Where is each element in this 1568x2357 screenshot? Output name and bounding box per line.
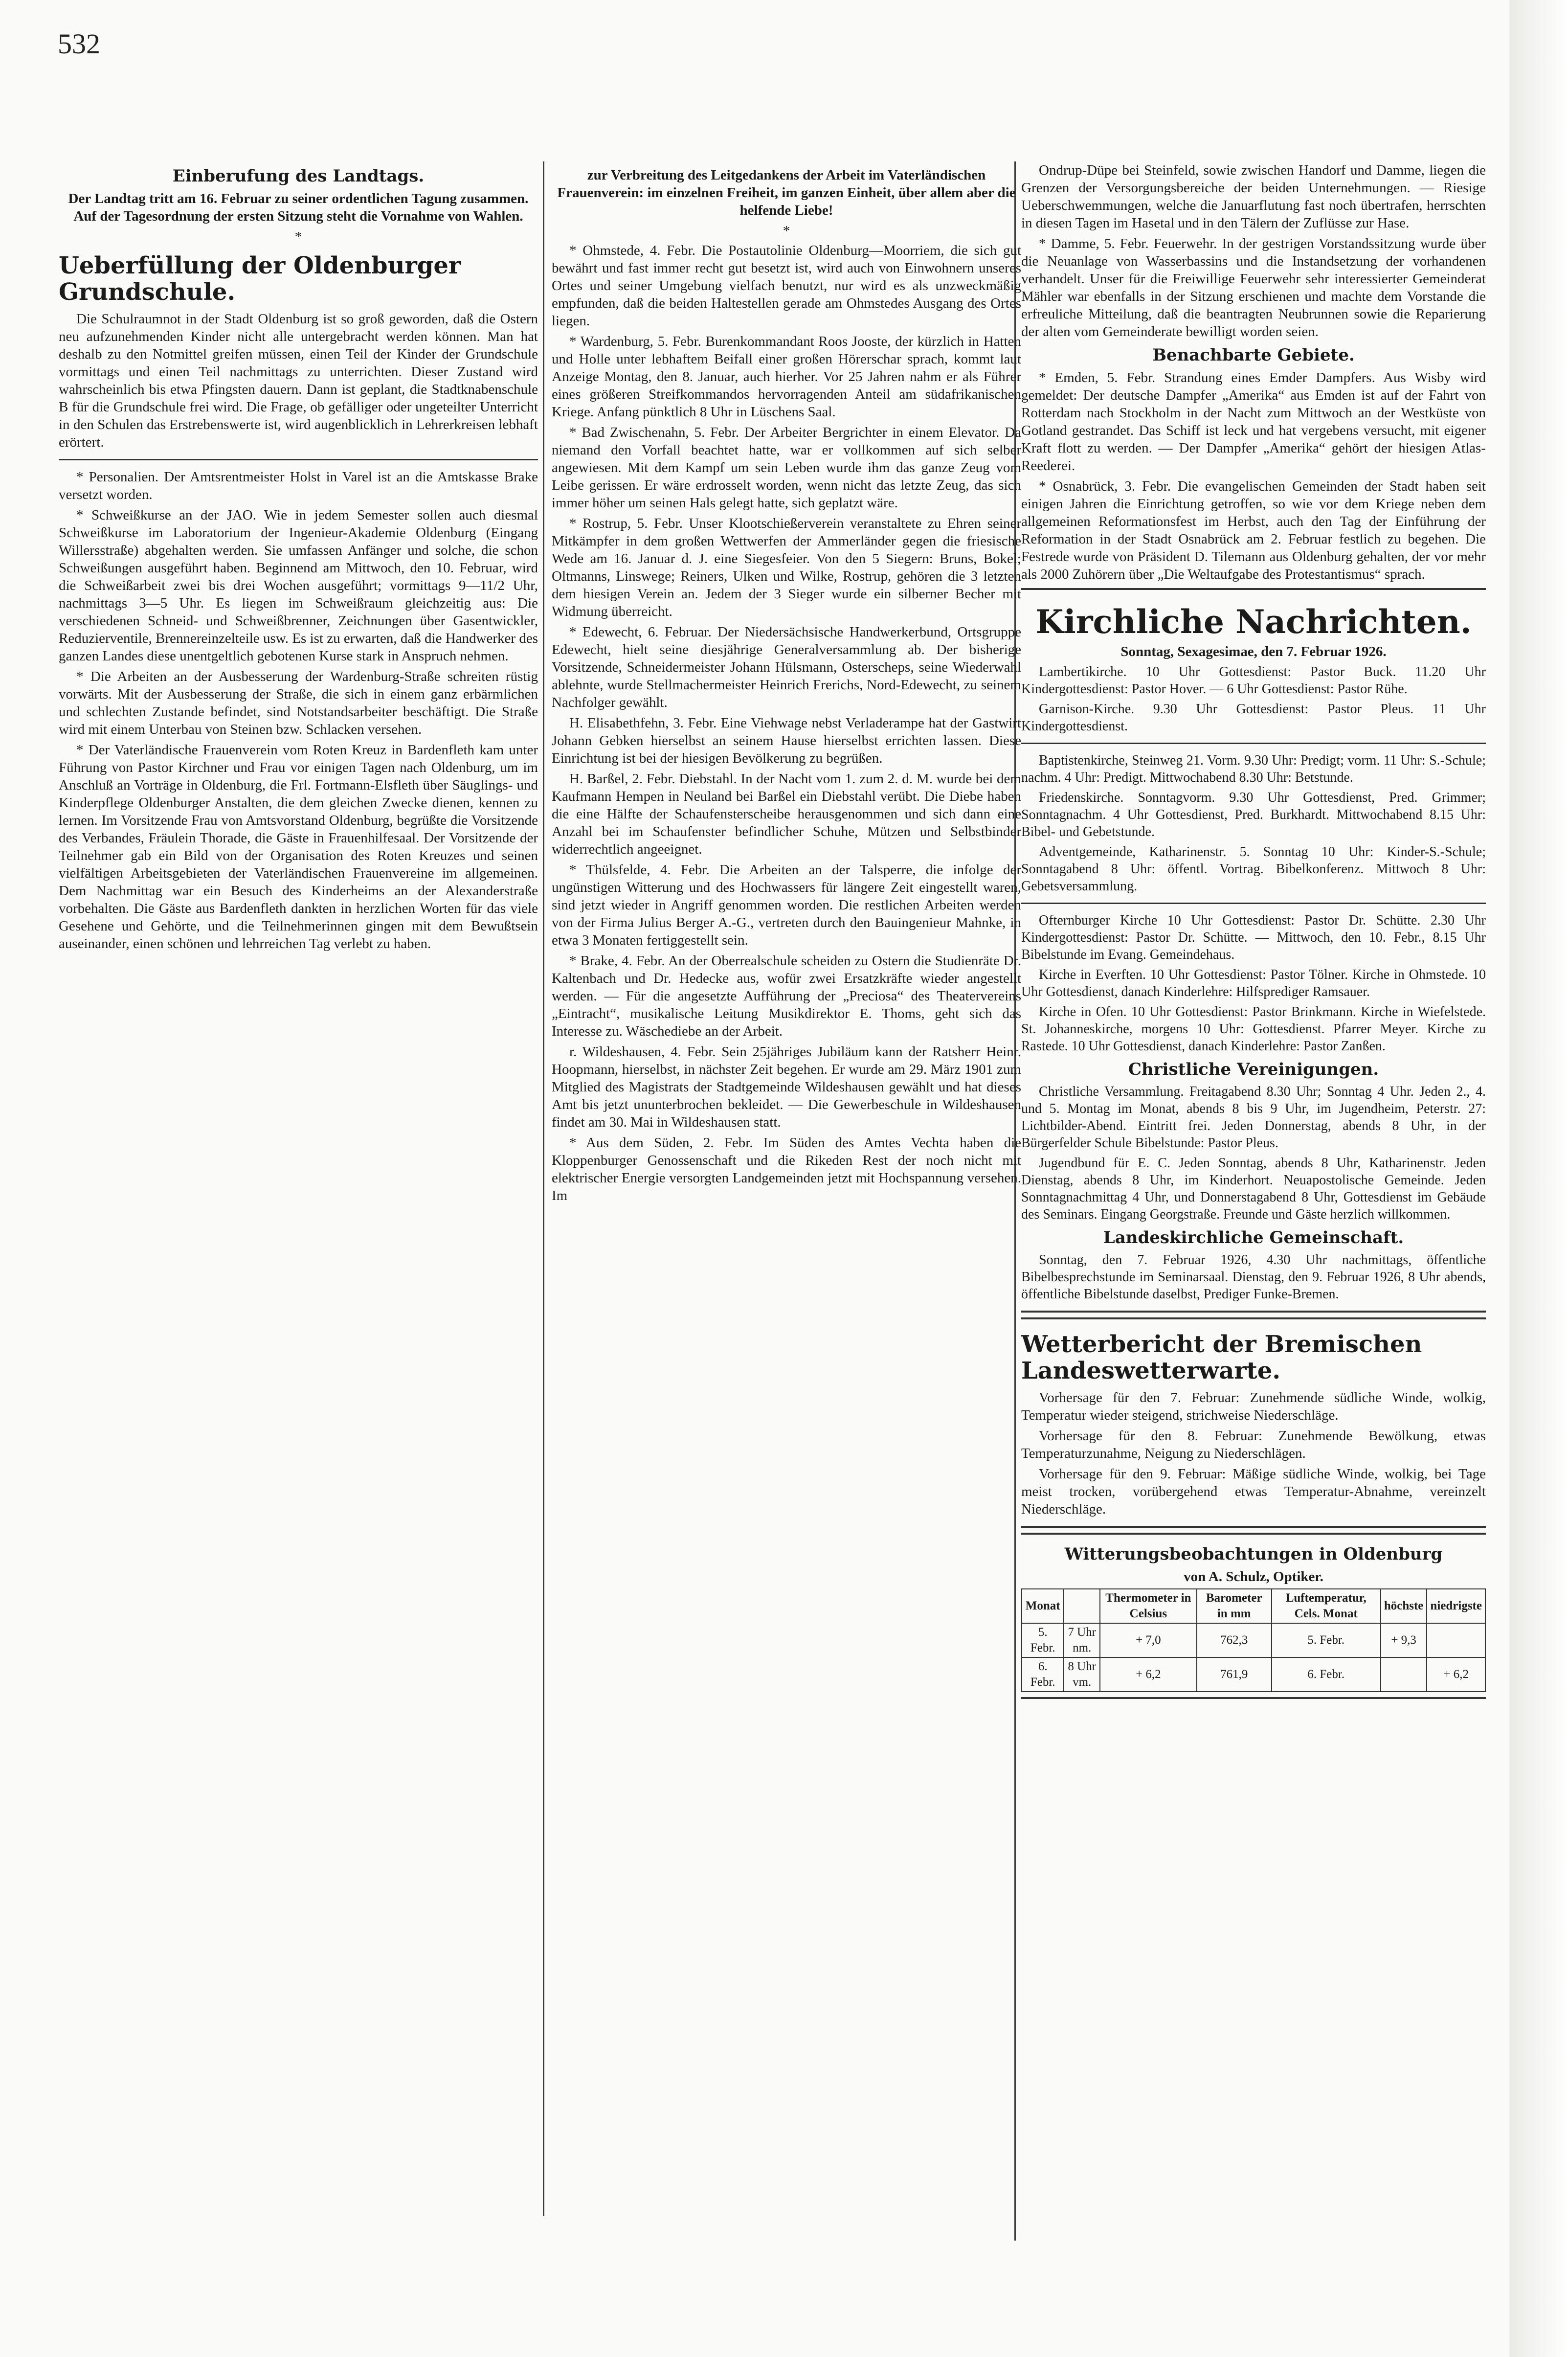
thuelsfelde-text: * Thülsfelde, 4. Febr. Die Arbeiten an der Talsperre, die infolge der ungünstigen Witterung und des Hochwassers für längere Zeit eingestellt waren, sind jetzt wieder in Angriff genommen worden. Die restlichen Arbeiten werden von der Firma Julius Berger A.-G., vertreten durch den Bauingenieur Mahnke, in etwa 3 Monaten fertiggestellt sein. [552, 862, 1021, 948]
wetter-section [1021, 1317, 1486, 1528]
rostrup-text: * Rostrup, 5. Febr. Unser Klootschießerverein veranstaltete zu Ehren seiner Mitkämpfer in dem großen Wettwerfen der Ammerländer gegen die friesische Wede am 16. Januar d. J. eine Siegesfeier. Von den 5 Siegern: Bruns, Bokel; Oltmanns, Linswege; Reiners, Ulken und Wilke, Rostrup, gehören die 3 letzten dem hiesigen Verein an. Jedem der 3 Sieger wurde ein silberner Becher mit Widmung überreicht. [552, 516, 1021, 619]
wardenburg-text: * Wardenburg, 5. Febr. Burenkommandant Roos Jooste, der kürzlich in Hatten und Holle unter lebhaftem Beifall einer großen Hörerschar sprach, kommt laut Anzeige Montag, den 8. Januar, auch hierher. Vor 25 Jahren nahm er als Führer eines größeren Streifkommandos hervorragenden Anteil am südafrikanischen Kriege. Anfang pünktlich 8 Uhr in Lüschens Saal. [552, 334, 1021, 420]
wetter-text: Vorhersage für den 8. Februar: Zunehmende Bewölkung, etwas Temperaturzunahme, Neigung zu Niederschlägen. [1021, 1428, 1486, 1461]
th: Luftemperatur, Cels. Monat [1272, 1589, 1381, 1623]
cell: 6. Febr. [1272, 1657, 1381, 1692]
kirch-entry: Ofternburger Kirche 10 Uhr Gottesdienst: Pastor Dr. Schütte. 2.30 Uhr Kindergottesdienst: Pastor Dr. Schütte. — Mittwoch, den 10. Febr., 8.15 Uhr Bibelstunde im Evang. Gemeindehaus. [1021, 913, 1486, 962]
th [1064, 1589, 1100, 1623]
kirch-entry: Friedenskirche. Sonntagvorm. 9.30 Uhr Gottesdienst, Pred. Grimmer; Sonntagnachm. 4 Uhr Gottesdienst, Pred. Burkhardt. Mittwochabend 8.15 Uhr: Bibel- und Gebetstunde. [1021, 790, 1486, 839]
column-3 [1021, 161, 1486, 2265]
cell: 6. Febr. [1022, 1657, 1064, 1692]
wardenburg-strasse-text: * Die Arbeiten an der Ausbesserung der Wardenburg-Straße schreiten rüstig vorwärts. Mit der Ausbesserung der Straße, die sich in einem ganz erbärmlichen und schlechten Zustande befindet, sind Notstandsarbeiter beschäftigt. Die Straße wird mit einem Unterbau von Steinen bzw. Schlacken versehen. [59, 669, 538, 737]
th: Barometer in mm [1197, 1589, 1272, 1623]
table-row [1022, 1657, 1485, 1692]
cell [1381, 1657, 1427, 1692]
separator [59, 459, 538, 460]
heading-landtag: Einberufung des Landtags. [172, 166, 425, 186]
kirch-section [1021, 588, 1486, 1313]
cell: + 9,3 [1381, 1623, 1427, 1657]
beob-sub: von A. Schulz, Optiker. [1184, 1569, 1323, 1585]
wildeshausen-text: r. Wildeshausen, 4. Febr. Sein 25jähriges Jubiläum kann der Ratsherr Heinr. Hoopmann, hierselbst, in nächster Zeit begehen. Er wurde am 29. März 1901 zum Mitglied des Magistrats der Stadtgemeinde Wildeshausen gewählt und hat dieses Amt bis jetzt ununterbrochen bekleidet. — Die Gewerbeschule in Wildeshausen findet am 30. Mai in Wildeshausen statt. [552, 1044, 1021, 1130]
table-row [1022, 1623, 1485, 1657]
kirch-entry: Adventgemeinde, Katharinenstr. 5. Sonntag 10 Uhr: Kinder-S.-Schule; Sonntagabend 8 Uhr: öffentl. Vortrag. Bibelkonferenz. Mittwoch 8 Uhr: Gebetsversammlung. [1021, 844, 1486, 894]
weather-table [1021, 1588, 1486, 1692]
sueden-text: * Aus dem Süden, 2. Febr. Im Süden des Amtes Vechta haben die Kloppenburger Genossenschaft und die Rikeden Rest der noch nicht mit elektrischer Energie versorgten Landgemeinden jetzt mit Hochspannung versehen. Im [552, 1135, 1021, 1203]
separator [1021, 903, 1486, 904]
landeskirch-text: Sonntag, den 7. Februar 1926, 4.30 Uhr nachmittags, öffentliche Bibelbesprechstunde im Seminarsaal. Dienstag, den 9. Februar 1926, 8 Uhr abends, öffentliche Bibelstunde daselbst, Prediger Funke-Bremen. [1021, 1252, 1486, 1302]
cell: + 7,0 [1100, 1623, 1197, 1657]
cell: 761,9 [1197, 1657, 1272, 1692]
kirch-entry: Garnison-Kirche. 9.30 Uhr Gottesdienst: Pastor Pleus. 11 Uhr Kindergottesdienst. [1021, 702, 1486, 734]
separator [1021, 743, 1486, 744]
jugend-text: Jugendbund für E. C. Jeden Sonntag, abends 8 Uhr, Katharinenstr. Jeden Dienstag, abends 8 Uhr, im Kinderhort. Neuapostolische Gemeinde. Jeden Sonntagnachmittag 4 Uhr, und Donnerstagabend 8 Uhr, Gottesdienst im Gebäude des Seminars. Eingang Georgstraße. Freunde und Gäste herzlich willkommen. [1021, 1156, 1486, 1222]
column-1 [59, 161, 538, 2231]
page-edge-shadow [1509, 0, 1568, 2357]
heading-christ: Christliche Vereinigungen. [1128, 1060, 1379, 1079]
cell [1427, 1623, 1485, 1657]
wetter-text: Vorhersage für den 7. Februar: Zunehmende südliche Winde, wolkig, Temperatur wieder steigend, strichweise Niederschläge. [1021, 1390, 1486, 1423]
brake-text: * Brake, 4. Febr. An der Oberrealschule scheiden zu Ostern die Studienräte Dr. Kaltenbach und Dr. Hedecke aus, wofür zwei Ersatzkräfte wieder angestellt werden. — Für die angesetzte Aufführung der „Preciosa“ des Theatervereins „Eintracht“, musikalische Leitung Musikdirektor E. Thoms, geht sich das Interesse zu. Wäschediebe an der Arbeit. [552, 953, 1021, 1039]
column-rule-1 [543, 161, 544, 2216]
cell: + 6,2 [1100, 1657, 1197, 1692]
heading-wetter: Wetterbericht der Bremischen Landeswetterwarte. [1021, 1331, 1422, 1384]
th: Monat [1022, 1589, 1064, 1623]
osnabrueck-text: * Osnabrück, 3. Febr. Die evangelischen Gemeinden der Stadt haben seit einigen Jahren die Einrichtung getroffen, so wie vor dem Kriege neben dem allgemeinen Reformationsfest im Herbst, auch den Tag der Einführung der Reformation in der Stadt Osnabrück am 2. Februar festlich zu begehen. Die Festrede wurde von Präsident D. Tilemann aus Oldenburg gehalten, der vor mehr als 2000 Zuhörern über „Die Weltaufgabe des Protestantismus“ sprach. [1021, 478, 1486, 582]
cell: + 6,2 [1427, 1657, 1485, 1692]
heading-grundschule: Ueberfüllung der Oldenburger Grundschule. [59, 252, 461, 306]
cell: 5. Febr. [1272, 1623, 1381, 1657]
edewecht-text: * Edewecht, 6. Februar. Der Niedersächsische Handwerkerbund, Ortsgruppe Edewecht, hielt seine diesjährige Generalversammlung ab. Der bisherige Vorsitzende, Schneidermeister Johann Hülsmann, Osterscheps, seine Wiederwahl ablehnte, wurde Stellmachermeister Heinrich Frerichs, Nord-Edewecht, zu seinem Nachfolger gewählt. [552, 624, 1021, 710]
heading-gebiete: Benachbarte Gebiete. [1152, 345, 1355, 365]
th: Thermometer in Celsius [1100, 1589, 1197, 1623]
frauenverein-text: * Der Vaterländische Frauenverein vom Roten Kreuz in Bardenfleth kam unter Führung von Pastor Kirchner und Frau vor einigen Tagen nach Oldenburg, um im Anschluß an Vorträge in Oldenburg, die Frl. Fortmann-Elsfleth über Säuglings- und Kinderpflege Oldenburger Anstalten, die dem gleichen Zwecke dienen, kennen zu lernen. Im Vorsitzende Frau von Amtsvorstand Oldenburg, begrüßte die Vorsitzende des Verbandes, Fräulein Thorade, die Gäste in Frauenhilfesaal. Der Vorsitzende der Teilnehmer gab ein Bild von der Organisation des Roten Kreuzes und seinen vielfältigen Arbeitsgebieten der Vaterländischen Frauenvereine im allgemeinen. Dem Nachmittag war ein Besuch des Kinderheims an der Alexanderstraße vorbehalten. Die Gäste aus Bardenfleth dankten in herzlichen Worten für das viele Gesehene und Gehörte, und die Teilnehmerinnen gingen mit dem Bewußtsein auseinander, einen schönen und lehrreichen Tag verlebt zu haben. [59, 742, 538, 952]
barssel-text: H. Barßel, 2. Febr. Diebstahl. In der Nacht vom 1. zum 2. d. M. wurde bei dem Kaufmann Hempen in Neuland bei Barßel ein Diebstahl verübt. Die Diebe haben die eine Hälfte der Schaufensterscheibe herausgenommen und sich dann eine Anzahl bei im Schaufenster befindlicher Schuhe, Mützen und Selbstbinder widerrechtlich angeeignet. [552, 771, 1021, 857]
kirch-entry: Kirche in Ofen. 10 Uhr Gottesdienst: Pastor Brinkmann. Kirche in Wiefelstede. St. Johanneskirche, morgens 10 Uhr: Gottesdienst. Pfarrer Meyer. Kirche zu Rastede. 10 Uhr Gottesdienst, danach Kinderlehre: Pastor Zanßen. [1021, 1004, 1486, 1054]
column-2 [552, 166, 1021, 2236]
cell: 5. Febr. [1022, 1623, 1064, 1657]
heading-landeskirch: Landeskirchliche Gemeinschaft. [1103, 1228, 1404, 1247]
landtag-text: Der Landtag tritt am 16. Februar zu seiner ordentlichen Tagung zusammen. Auf der Tagesordnung der ersten Sitzung steht die Vornahme von Wahlen. [68, 191, 529, 224]
wetter-text: Vorhersage für den 9. Februar: Mäßige südliche Winde, wolkig, bei Tage meist trocken, vorübergehend etwas Temperatur-Abnahme, vereinzelt Niederschläge. [1021, 1466, 1486, 1517]
grundschule-text: Die Schulraumnot in der Stadt Oldenburg ist so groß geworden, daß die Ostern neu aufzunehmenden Kinder nicht alle untergebracht werden können. Man hat deshalb zu den Notmittel greifen müssen, einen Teil der Kinder der Grundschule vormittags und einen Teil nachmittags zu unterrichten. Dieser Zustand wird wahrscheinlich bis etwa Pfingsten dauern. Dann ist geplant, die Stadtknabenschule B für die Grundschule frei wird. Die Frage, ob gefälliger oder ungeteilter Unterricht in den Schulen das Erstrebenswerte ist, wird augenblicklich in Lehrerkreisen lebhaft erörtert. [59, 311, 538, 450]
kirch-entry: Lambertikirche. 10 Uhr Gottesdienst: Pastor Buck. 11.20 Uhr Kindergottesdienst: Pastor Hover. — 6 Uhr Gottesdienst: Pastor Rühe. [1021, 664, 1486, 697]
kirch-entry: Baptistenkirche, Steinweg 21. Vorm. 9.30 Uhr: Predigt; vorm. 11 Uhr: S.-Schule; nachm. 4 Uhr: Predigt. Mittwochabend 8.30 Uhr: Betstunde. [1021, 753, 1486, 785]
col2-intro: zur Verbreitung des Leitgedankens der Arbeit im Vaterländischen Frauenverein: im einzelnen Freiheit, im ganzen Einheit, über allem aber die helfende Liebe! [557, 167, 1016, 218]
christ-text: Christliche Versammlung. Freitagabend 8.30 Uhr; Sonntag 4 Uhr. Jeden 2., 4. und 5. Montag im Monat, abends 8 bis 9 Uhr, im Jugendheim, Peterstr. 27: Lichtbilder-Abend. Eintritt frei. Jeden Donnerstag, abends 8 Uhr, in der Bürgerfelder Schule Bibelstunde: Pastor Pleus. [1021, 1084, 1486, 1151]
kirch-date: Sonntag, Sexagesimae, den 7. Februar 1926. [1120, 644, 1387, 659]
cell: 762,3 [1197, 1623, 1272, 1657]
star-separator: * [294, 229, 302, 245]
col3-intro: Ondrup-Düpe bei Steinfeld, sowie zwischen Handorf und Damme, liegen die Grenzen der Versorgungsbereiche der beiden Unternehmungen. — Riesige Ueberschwemmungen, welche die Januarflutung fast noch übertrafen, herrschten in diesen Tagen im Hasetal und in den Tälern der Zuflüsse zur Hase. [1021, 162, 1486, 231]
zwischenahn-text: * Bad Zwischenahn, 5. Febr. Der Arbeiter Bergrichter in einem Elevator. Da niemand den Vorfall beachtet hatte, war er vollkommen auf sich selber angewiesen. Mit dem Kampf um sein Leben wurde ihm das ganze Zeug vom Leibe gerissen. Er wäre erdrosselt worden, wenn nicht das letzte Zeug, das sich immer höher um seinen Hals gelegt hatte, sich geplatzt wäre. [552, 425, 1021, 511]
ohmstede-text: * Ohmstede, 4. Febr. Die Postautolinie Oldenburg—Moorriem, die sich gut bewährt und fast immer recht gut besetzt ist, wird auch von Einwohnern unseres Ortes und seiner Umgebung vielfach benutzt, nur wird es als unzweckmäßig empfunden, daß die beiden Haltestellen gerade am Ohmstedes Ausgang des Ortes liegen. [552, 243, 1021, 329]
damme-text: * Damme, 5. Febr. Feuerwehr. In der gestrigen Vorstandssitzung wurde über die Neuanlage von Wasserbassins und die Instandsetzung der vorhandenen verhandelt. Unser für die Freiwillige Feuerwehr sehr interessierter Gemeinderat Mähler war ebenfalls in der Sitzung erschienen und machte dem Vorstande die erfreuliche Mitteilung, daß die beantragten Neubrunnen sowie die Reparierung der alten vom Gemeinderate bewilligt worden seien. [1021, 236, 1486, 340]
th: niedrigste [1427, 1589, 1485, 1623]
th: höchste [1381, 1589, 1427, 1623]
emden-text: * Emden, 5. Febr. Strandung eines Emder Dampfers. Aus Wisby wird gemeldet: Der deutsche Dampfer „Amerika“ aus Emden ist auf der Fahrt von Rotterdam nach Stockholm in der Nacht zum Mittwoch an der Westküste von Gotland gestrandet. Das Schiff ist leck und hat vergebens versucht, mit eigener Kraft flott zu werden. — Der Dampfer „Amerika“ gehört der hiesigen Atlas-Reederei. [1021, 370, 1486, 474]
kirch-entry: Kirche in Everften. 10 Uhr Gottesdienst: Pastor Tölner. Kirche in Ohmstede. 10 Uhr Gottesdienst, danach Kinderlehre: Hilfsprediger Ramsauer. [1021, 967, 1486, 999]
elisabethfehn-text: H. Elisabethfehn, 3. Febr. Eine Viehwage nebst Verladerampe hat der Gastwirt Johann Gebken hierselbst an seinem Hause hierselbst errichten lassen. Diese Einrichtung ist bei der hiesigen Bevölkerung zu begrüßen. [552, 715, 1021, 766]
personalien-text: * Personalien. Der Amtsrentmeister Holst in Varel ist an die Amtskasse Brake versetzt worden. [59, 469, 538, 502]
star-separator: * [783, 223, 790, 239]
page-number: 532 [58, 28, 100, 60]
beob-section [1021, 1533, 1486, 1699]
schweiss-text: * Schweißkurse an der JAO. Wie in jedem Semester sollen auch diesmal Schweißkurse im Laboratorium der Ingenieur-Akademie Oldenburg (Eingang Willersstraße) abgehalten werden. Sie umfassen Anfänger und solche, die schon Schweißungen ausgeführt haben. Beginnend am Mittwoch, den 10. Februar, wird die Schweißarbeit zwei bis drei Wochen ausgeführt; vormittags 9—11/2 Uhr, nachmittags 3—5 Uhr. Es liegen im Schweißraum gleichzeitig aus: Die verschiedenen Schneid- und Schweißbrenner, Zeichnungen über Gasentwickler, Reduzierventile, Brennereinzelteile usw. Es ist zu erwarten, daß die Handwerker des ganzen Landes diese unentgeltlich gebotenen Kurse stark in Anspruch nehmen. [59, 507, 538, 664]
cell: 8 Uhr vm. [1064, 1657, 1100, 1692]
cell: 7 Uhr nm. [1064, 1623, 1100, 1657]
heading-beob: Witterungsbeobachtungen in Oldenburg [1064, 1544, 1443, 1564]
heading-kirch: Kirchliche Nachrichten. [1035, 603, 1472, 641]
